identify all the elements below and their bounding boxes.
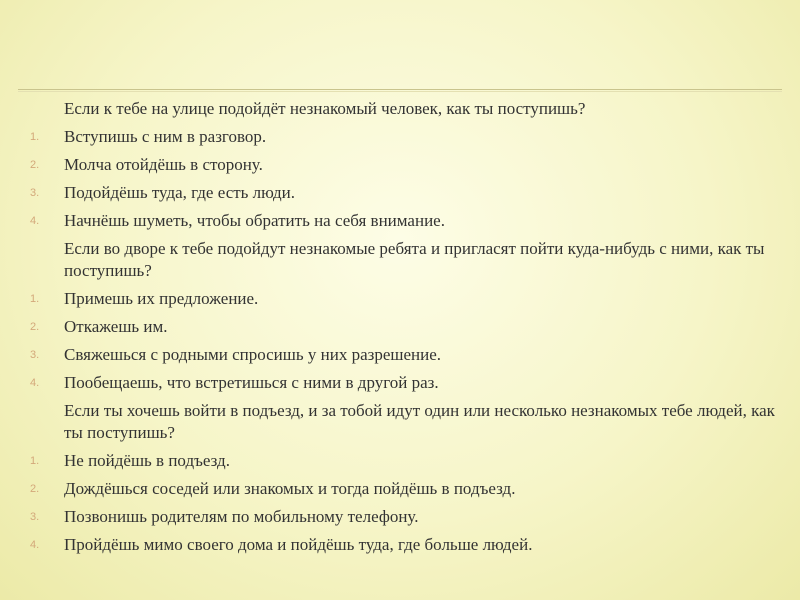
answer-option xyxy=(30,450,790,472)
answer-option xyxy=(30,344,790,366)
question-3 xyxy=(30,400,790,444)
divider-line xyxy=(18,89,782,90)
option-text: Вступишь с ним в разговор. xyxy=(64,127,267,146)
answer-option xyxy=(30,478,790,500)
option-text: Позвонишь родителям по мобильному телефону. xyxy=(64,507,419,526)
option-text: Свяжешься с родными спросишь у них разрешение. xyxy=(64,345,441,364)
divider-line-shadow xyxy=(18,91,782,92)
option-number: 1. xyxy=(30,293,40,305)
option-text: Не пойдёшь в подъезд. xyxy=(64,451,230,470)
option-text: Дождёшься соседей или знакомых и тогда пойдёшь в подъезд. xyxy=(64,479,516,498)
answer-option xyxy=(30,316,790,338)
option-number: 2. xyxy=(30,321,40,333)
question-text: Если во дворе к тебе подойдут незнакомые ребята и пригласят пойти куда-нибудь с ними, как ты поступишь? xyxy=(64,239,765,280)
option-text: Начнёшь шуметь, чтобы обратить на себя внимание. xyxy=(64,211,445,230)
option-text: Подойдёшь туда, где есть люди. xyxy=(64,183,295,202)
option-text: Молча отойдёшь в сторону. xyxy=(64,155,263,174)
option-number: 4. xyxy=(30,215,40,227)
question-1 xyxy=(30,98,790,120)
answer-option xyxy=(30,534,790,556)
answer-option xyxy=(30,506,790,528)
option-text: Пройдёшь мимо своего дома и пойдёшь туда, где больше людей. xyxy=(64,535,533,554)
option-number: 1. xyxy=(30,131,40,143)
option-number: 2. xyxy=(30,483,40,495)
question-2 xyxy=(30,238,790,282)
option-number: 3. xyxy=(30,349,40,361)
answer-option xyxy=(30,288,790,310)
option-number: 3. xyxy=(30,511,40,523)
answer-option xyxy=(30,182,790,204)
answer-option xyxy=(30,154,790,176)
question-text: Если к тебе на улице подойдёт незнакомый человек, как ты поступишь? xyxy=(64,99,586,118)
option-number: 3. xyxy=(30,187,40,199)
option-text: Пообещаешь, что встретишься с ними в другой раз. xyxy=(64,373,439,392)
option-text: Откажешь им. xyxy=(64,317,168,336)
option-number: 4. xyxy=(30,539,40,551)
option-number: 1. xyxy=(30,455,40,467)
option-number: 2. xyxy=(30,159,40,171)
answer-option xyxy=(30,372,790,394)
answer-option xyxy=(30,126,790,148)
option-text: Примешь их предложение. xyxy=(64,289,259,308)
option-number: 4. xyxy=(30,377,40,389)
question-text: Если ты хочешь войти в подъезд, и за тобой идут один или несколько незнакомых тебе людей, как ты поступишь? xyxy=(64,401,775,442)
answer-option xyxy=(30,210,790,232)
question-list xyxy=(30,98,790,562)
